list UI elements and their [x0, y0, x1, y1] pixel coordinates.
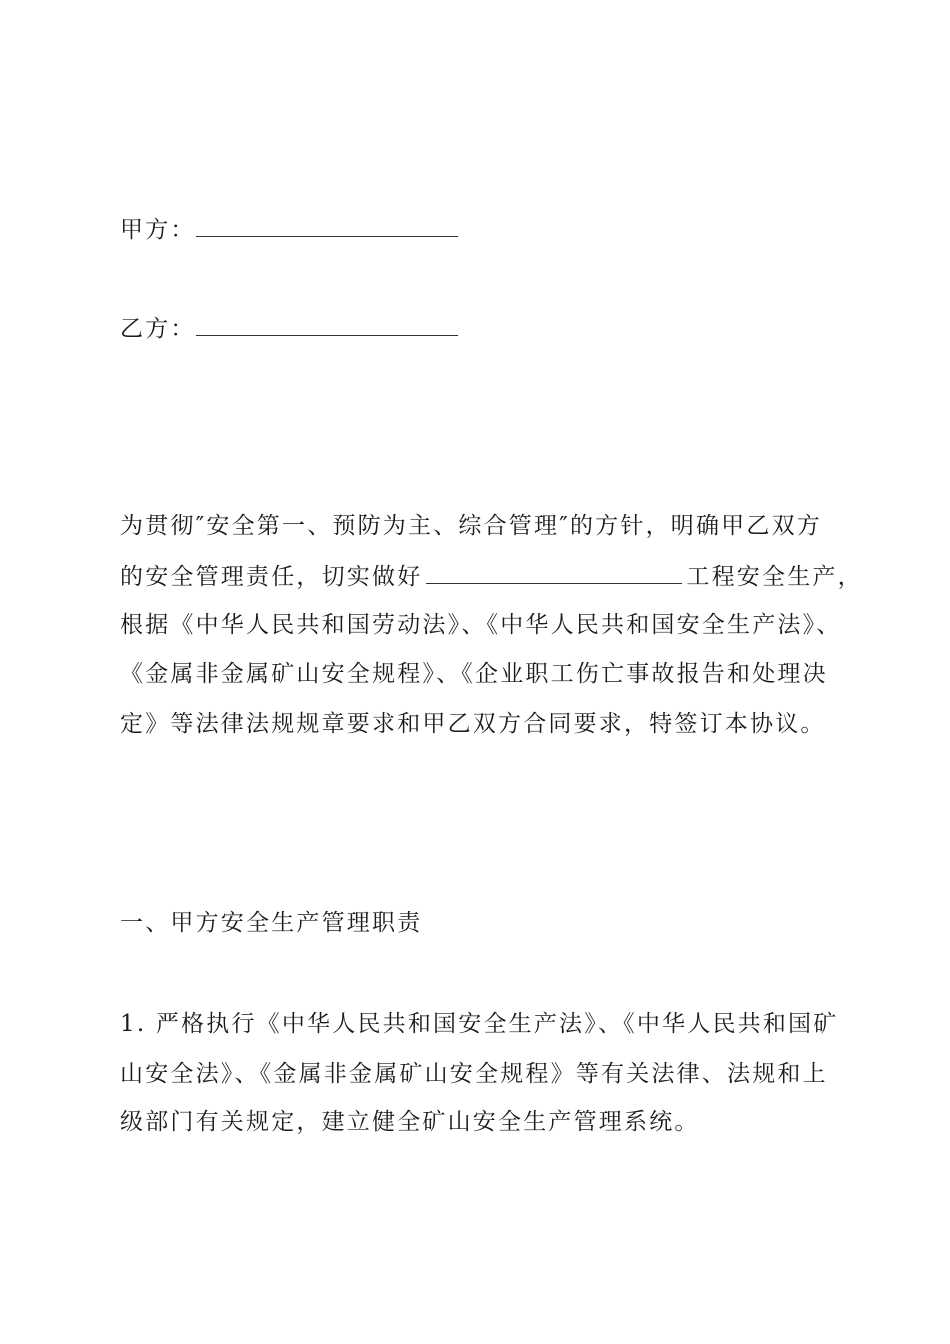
- party-a-line: [120, 214, 458, 245]
- preamble-line-1: 为贯彻″安全第一、预防为主、综合管理″的方针，明确甲乙双方: [120, 513, 822, 539]
- party-a-blank: [196, 214, 458, 237]
- preamble-line-3: 根据《中华人民共和国劳动法》、《中华人民共和国安全生产法》、: [120, 612, 842, 638]
- preamble-line-5: 定》等法律法规规章要求和甲乙双方合同要求，特签订本协议。: [120, 711, 826, 737]
- item-1-line-1: 1. 严格执行《中华人民共和国安全生产法》、《中华人民共和国矿: [120, 1011, 839, 1037]
- preamble-line-2-before: 的安全管理责任，切实做好: [120, 564, 423, 590]
- preamble-line-2-after: 工程安全生产，: [686, 564, 863, 590]
- party-b-blank: [196, 313, 458, 336]
- party-b-line: [120, 313, 458, 344]
- item-1-line-2: 山安全法》、《金属非金属矿山安全规程》等有关法律、法规和上: [120, 1061, 828, 1087]
- project-name-blank: [426, 561, 682, 584]
- party-a-label: 甲方：: [120, 217, 196, 243]
- section-heading: 一、甲方安全生产管理职责: [120, 910, 423, 936]
- preamble-line-4: 《金属非金属矿山安全规程》、《企业职工伤亡事故报告和处理决: [120, 661, 828, 687]
- preamble-line-2: [120, 561, 863, 592]
- party-b-label: 乙方：: [120, 316, 196, 342]
- item-1-line-3: 级部门有关规定，建立健全矿山安全生产管理系统。: [120, 1109, 700, 1135]
